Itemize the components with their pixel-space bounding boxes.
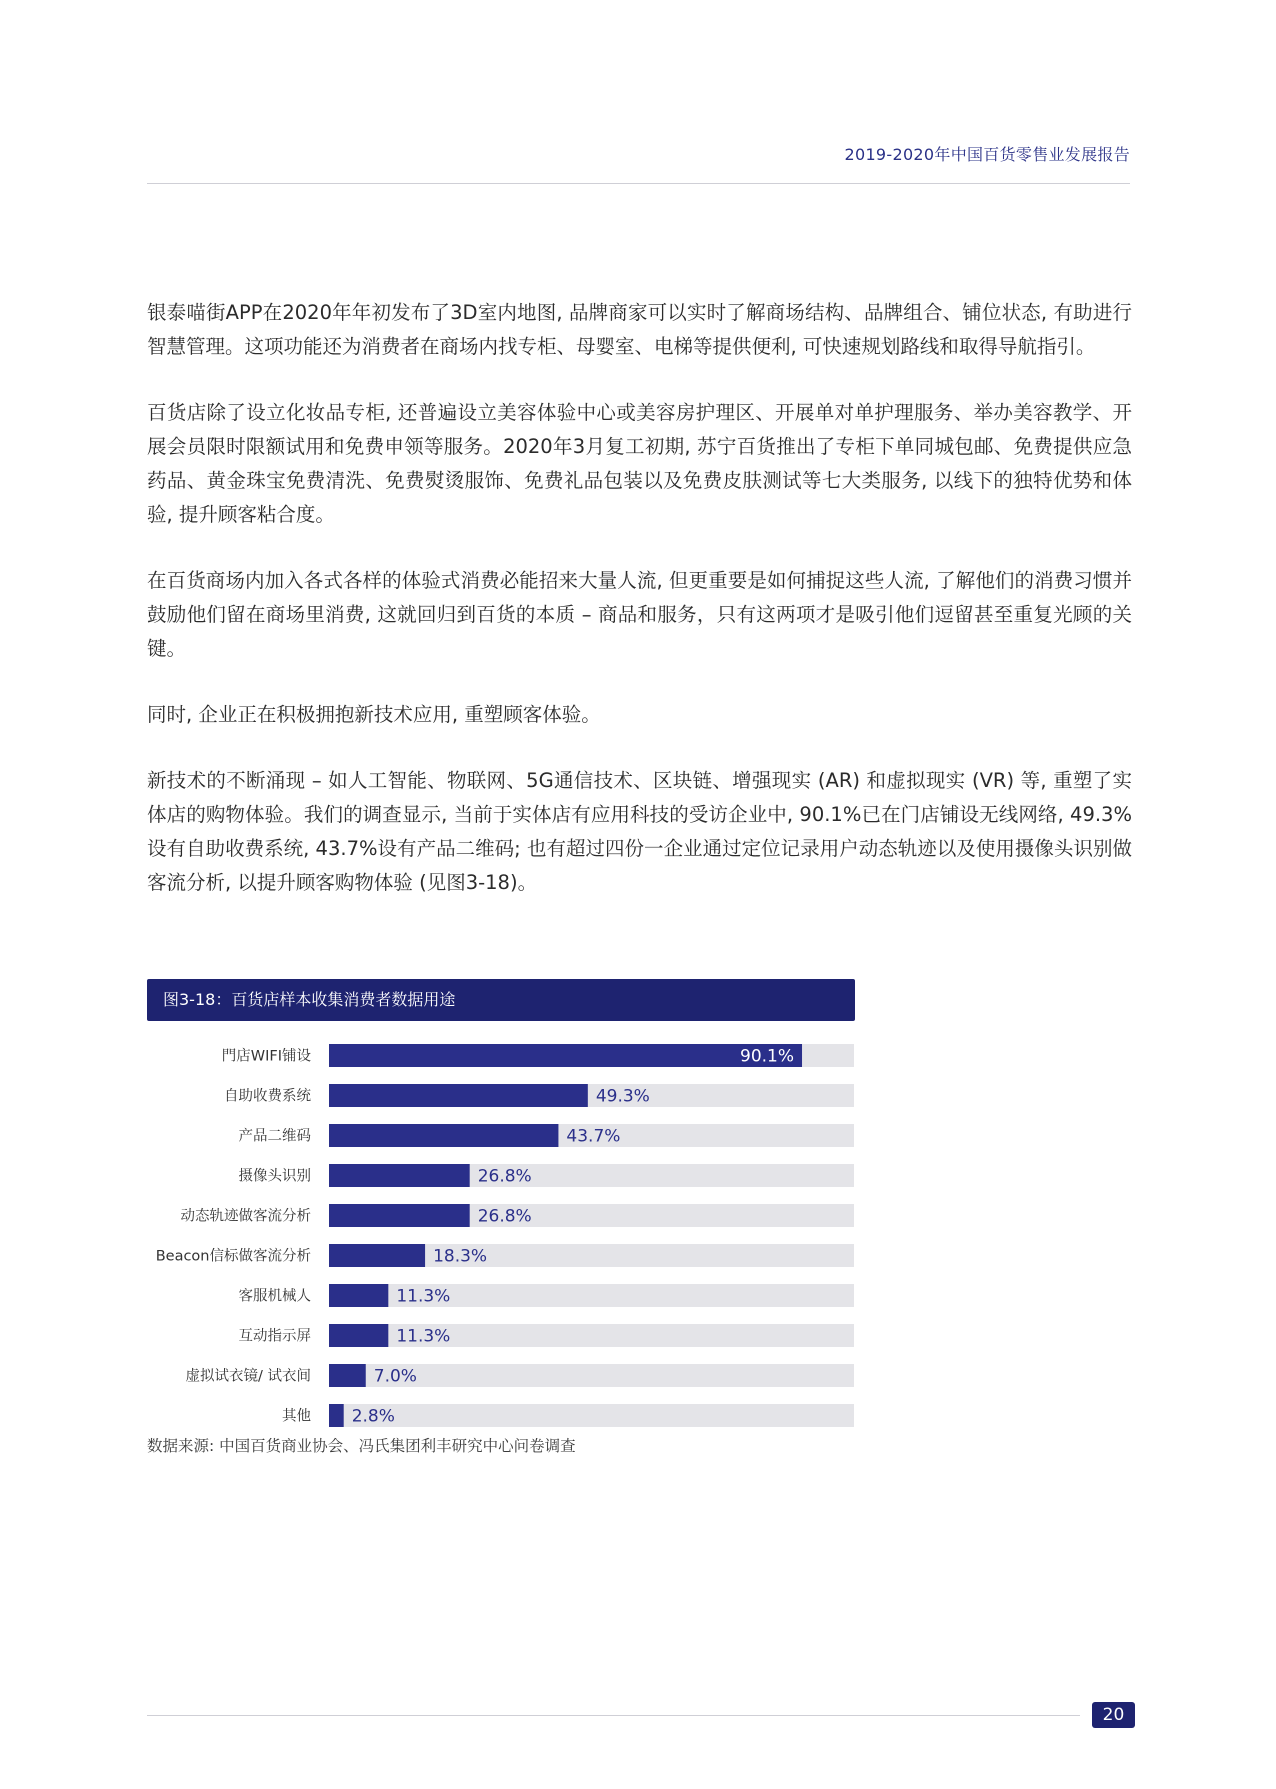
value-label: 26.8% — [477, 1206, 532, 1227]
category-label: 互动指示屏 — [238, 1328, 311, 1345]
value-label: 2.8% — [351, 1406, 395, 1427]
category-label: 自助收费系统 — [224, 1088, 311, 1105]
bar — [329, 1164, 470, 1187]
bar — [329, 1404, 344, 1427]
data-source: 数据来源: 中国百货商业协会、冯氏集团利丰研究中心问卷调查 — [147, 1437, 576, 1455]
bar — [329, 1284, 388, 1307]
category-label: 門店WIFI铺设 — [221, 1048, 311, 1065]
paragraph: 百货店除了设立化妆品专柜, 还普遍设立美容体验中心或美容房护理区、开展单对单护理服务、举办美容教学、开展会员限时限额试用和免费申领等服务。2020年3月复工初期, 苏宁百货推出了专柜下单同城包邮、免费提供应急药品、黄金珠宝免费清洗、免费熨烫服饰、免费礼品包装以及免费皮肤测试等七大类服务, 以线下的独特优势和体验, 提升顾客粘合度。 — [147, 401, 1132, 526]
paragraph: 在百货商场内加入各式各样的体验式消费必能招来大量人流, 但更重要是如何捕捉这些人流, 了解他们的消费习惯并鼓励他们留在商场里消费, 这就回归到百货的本质 – 商品和服务，只有这两项才是吸引他们逗留甚至重复光顾的关键。 — [147, 569, 1132, 660]
category-label: 其他 — [282, 1408, 311, 1425]
footer-divider — [147, 1715, 1080, 1716]
bar-track — [329, 1404, 854, 1427]
chart-title: 图3-18：百货店样本收集消费者数据用途 — [147, 979, 855, 1021]
value-label: 49.3% — [595, 1086, 650, 1107]
bar — [329, 1364, 366, 1387]
bar-chart — [147, 1030, 855, 1430]
page-number: 20 — [1092, 1702, 1135, 1728]
value-label: 7.0% — [373, 1366, 417, 1387]
paragraph: 银泰喵街APP在2020年年初发布了3D室内地图, 品牌商家可以实时了解商场结构、品牌组合、铺位状态, 有助进行智慧管理。这项功能还为消费者在商场内找专柜、母婴室、电梯等提供便利, 可快速规划路线和取得导航指引。 — [147, 301, 1132, 358]
bar — [329, 1084, 588, 1107]
value-label: 43.7% — [566, 1126, 621, 1147]
paragraph: 同时, 企业正在积极拥抱新技术应用, 重塑顾客体验。 — [147, 703, 601, 726]
value-label: 11.3% — [396, 1286, 451, 1307]
category-label: 产品二维码 — [238, 1128, 311, 1145]
body-text — [147, 296, 1132, 932]
value-label: 11.3% — [396, 1326, 451, 1347]
bar — [329, 1324, 388, 1347]
value-label: 90.1% — [740, 1046, 795, 1067]
report-title: 2019-2020年中国百货零售业发展报告 — [844, 145, 1130, 164]
bar — [329, 1124, 558, 1147]
bar — [329, 1044, 802, 1067]
value-label: 26.8% — [477, 1166, 532, 1187]
paragraph: 新技术的不断涌现 – 如人工智能、物联网、5G通信技术、区块链、增强现实 (AR) 和虚拟现实 (VR) 等, 重塑了实体店的购物体验。我们的调查显示, 当前于实体店有应用科技的受访企业中, 90.1%已在门店铺设无线网络, 49.3%设有自助收费系统, 43.7%设有产品二维码; 也有超过四份一企业通过定位记录用户动态轨迹以及使用摄像头识别做客流分析, 以提升顾客购物体验 (见图3-18)。 — [147, 769, 1132, 894]
category-label: Beacon信标做客流分析 — [155, 1248, 311, 1265]
category-label: 虚拟试衣镜/ 试衣间 — [185, 1368, 311, 1385]
category-label: 摄像头识别 — [238, 1168, 311, 1185]
category-label: 动态轨迹做客流分析 — [180, 1208, 311, 1225]
bar — [329, 1244, 425, 1267]
category-label: 客服机械人 — [238, 1288, 311, 1305]
bar — [329, 1204, 470, 1227]
value-label: 18.3% — [433, 1246, 488, 1267]
header-divider — [147, 183, 1130, 184]
